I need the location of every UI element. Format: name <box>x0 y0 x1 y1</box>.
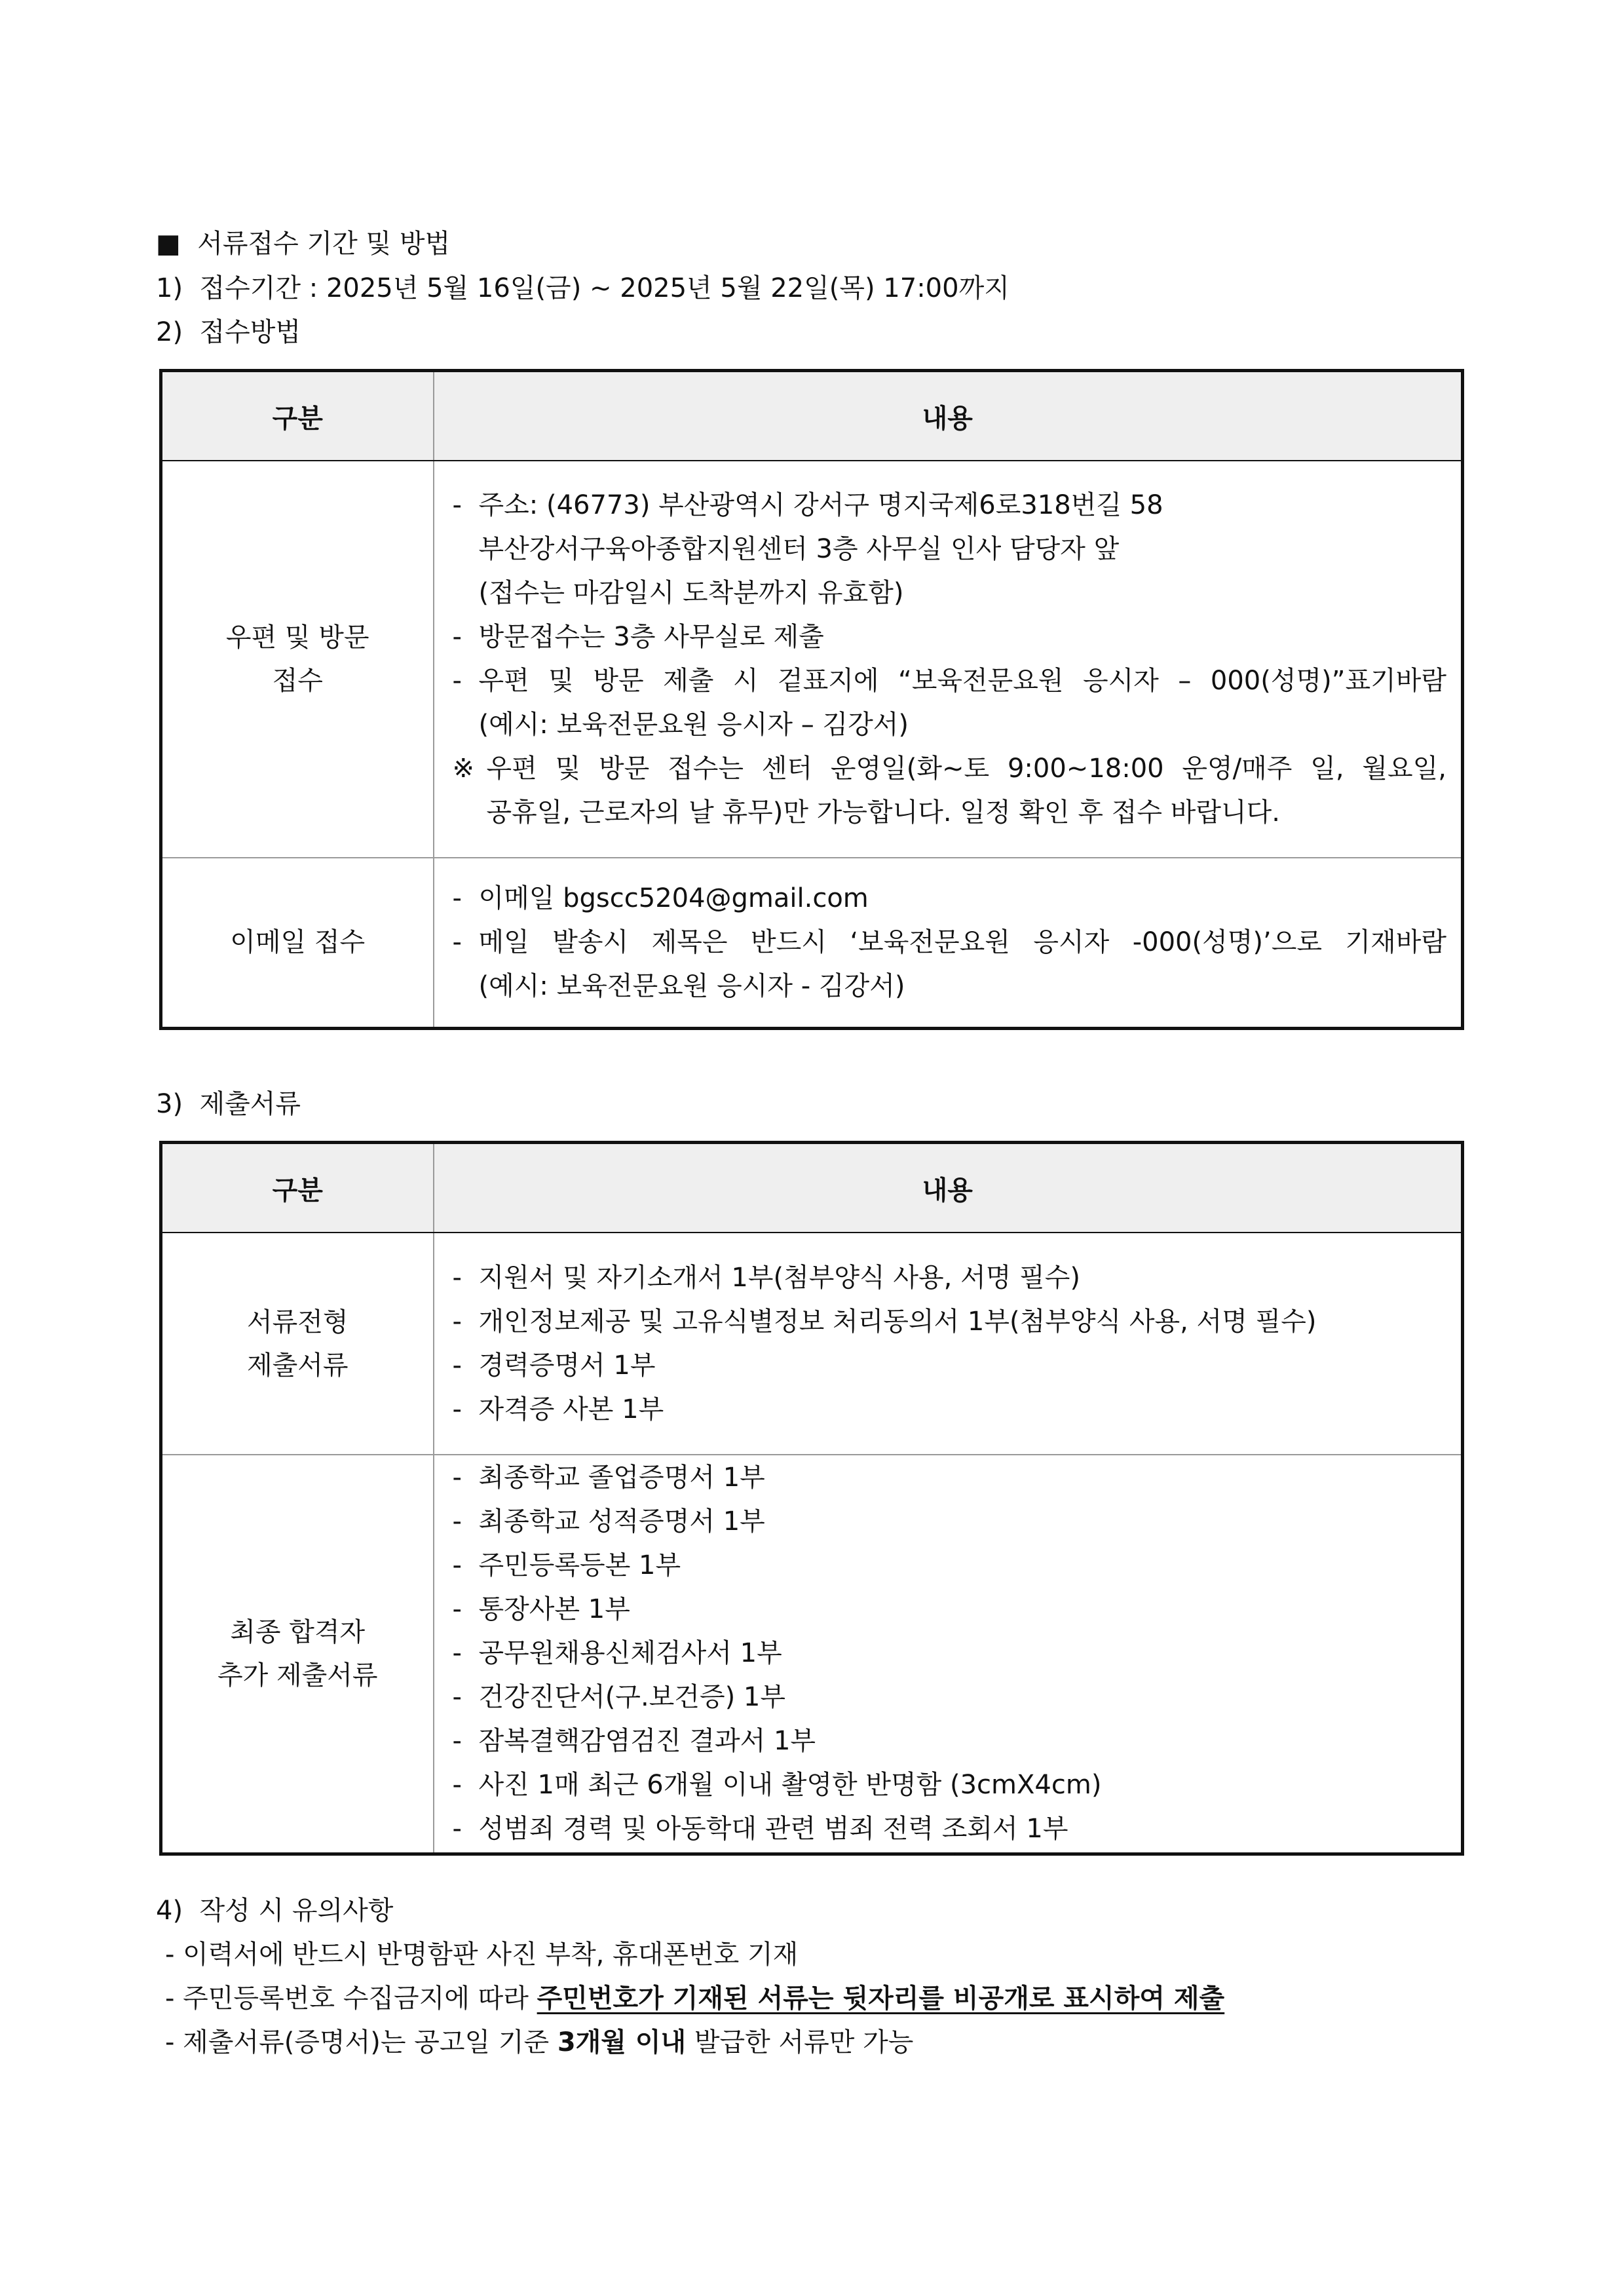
list-item: - 방문접수는 3층 사무실로 제출 <box>452 622 824 652</box>
list-item: - 최종학교 졸업증명서 1부 <box>452 1463 765 1493</box>
list-item: - 주소: (46773) 부산광역시 강서구 명지국제6로318번길 58 부산강서구육아종합지원센터 3층 사무실 인사 담당자 앞 (접수는 마감일시 도착분까지 유효함) <box>453 484 1447 615</box>
header-content: 내용 <box>434 1143 1463 1233</box>
list-item: - 공무원채용신체검사서 1부 <box>452 1638 782 1669</box>
list-item: - 최종학교 성적증명서 1부 <box>452 1506 765 1537</box>
emphasis-text: 3개월 이내 <box>557 2027 687 2057</box>
list-item: - 통장사본 1부 <box>452 1594 630 1625</box>
header-category: 구분 <box>161 371 434 461</box>
documents-heading: 3) 제출서류 <box>156 1089 301 1119</box>
header-category: 구분 <box>161 1143 434 1233</box>
table-row <box>161 461 1463 858</box>
note-item: - 제출서류(증명서)는 공고일 기준 3개월 이내 발급한 서류만 가능 <box>165 2027 914 2057</box>
header-content: 내용 <box>434 371 1463 461</box>
section-title: ■ 서류접수 기간 및 방법 <box>156 229 451 259</box>
list-item: - 개인정보제공 및 고유식별정보 처리동의서 1부(첨부양식 사용, 서명 필수) <box>452 1306 1317 1337</box>
list-item: - 경력증명서 1부 <box>452 1350 656 1381</box>
emphasis-text: 주민번호가 기재된 서류는 뒷자리를 비공개로 표시하여 제출 <box>537 1983 1225 2014</box>
list-item: - 주민등록등본 1부 <box>452 1550 681 1581</box>
list-item: - 성범죄 경력 및 아동학대 관련 범죄 전력 조회서 1부 <box>452 1814 1068 1845</box>
list-item: - 이메일 bgscc5204@gmail.com <box>453 877 1447 921</box>
list-item: - 메일 발송시 제목은 반드시 ‘보육전문요원 응시자 -000(성명)’으로 기재바람 (예시: 보육전문요원 응시자 - 김강서) <box>452 927 1446 1001</box>
table-row <box>161 1455 1463 1854</box>
row-category: 우편 및 방문 접수 <box>161 461 434 858</box>
row-category: 서류전형 제출서류 <box>161 1233 434 1455</box>
table-row <box>161 858 1463 1028</box>
address-line: 주소: (46773) 부산광역시 강서구 명지국제6로318번길 58 <box>478 490 1163 520</box>
submission-method-table <box>159 369 1464 1030</box>
list-item: - 사진 1매 최근 6개월 이내 촬영한 반명함 (3cmX4cm) <box>452 1770 1102 1801</box>
row-category: 이메일 접수 <box>161 858 434 1028</box>
list-item: - 건강진단서(구.보건증) 1부 <box>452 1682 785 1713</box>
list-item: - 우편 및 방문 제출 시 겉표지에 “보육전문요원 응시자 – 000(성명)”표기바람 (예시: 보육전문요원 응시자 – 김강서) <box>452 666 1446 740</box>
required-documents-table <box>159 1141 1464 1856</box>
row-content <box>434 1233 1463 1455</box>
notice-note: ※ 우편 및 방문 접수는 센터 운영일(화~토 9:00~18:00 운영/매주 일, 월요일, 공휴일, 근로자의 날 휴무)만 가능합니다. 일정 확인 후 접수 바랍니다. <box>452 754 1446 828</box>
list-item: - 자격증 사본 1부 <box>452 1394 664 1425</box>
list-item: - 지원서 및 자기소개서 1부(첨부양식 사용, 서명 필수) <box>452 1262 1080 1293</box>
row-content <box>434 858 1463 1028</box>
note-item: - 이력서에 반드시 반명함판 사진 부착, 휴대폰번호 기재 <box>165 1940 799 1970</box>
email-address: 이메일 bgscc5204@gmail.com <box>478 883 869 913</box>
note-item: - 주민등록번호 수집금지에 따라 주민번호가 기재된 서류는 뒷자리를 비공개로 표시하여 제출 <box>165 1983 1225 2014</box>
list-item: - 잠복결핵감염검진 결과서 1부 <box>452 1726 816 1757</box>
table-row <box>161 1233 1463 1455</box>
row-content <box>434 1455 1463 1854</box>
notes-heading: 4) 작성 시 유의사항 <box>156 1896 394 1926</box>
row-content <box>434 461 1463 858</box>
submission-period: 1) 접수기간 : 2025년 5월 16일(금) ~ 2025년 5월 22일(목) 17:00까지 <box>156 273 1010 303</box>
method-heading: 2) 접수방법 <box>156 317 301 347</box>
row-category: 최종 합격자 추가 제출서류 <box>161 1455 434 1854</box>
